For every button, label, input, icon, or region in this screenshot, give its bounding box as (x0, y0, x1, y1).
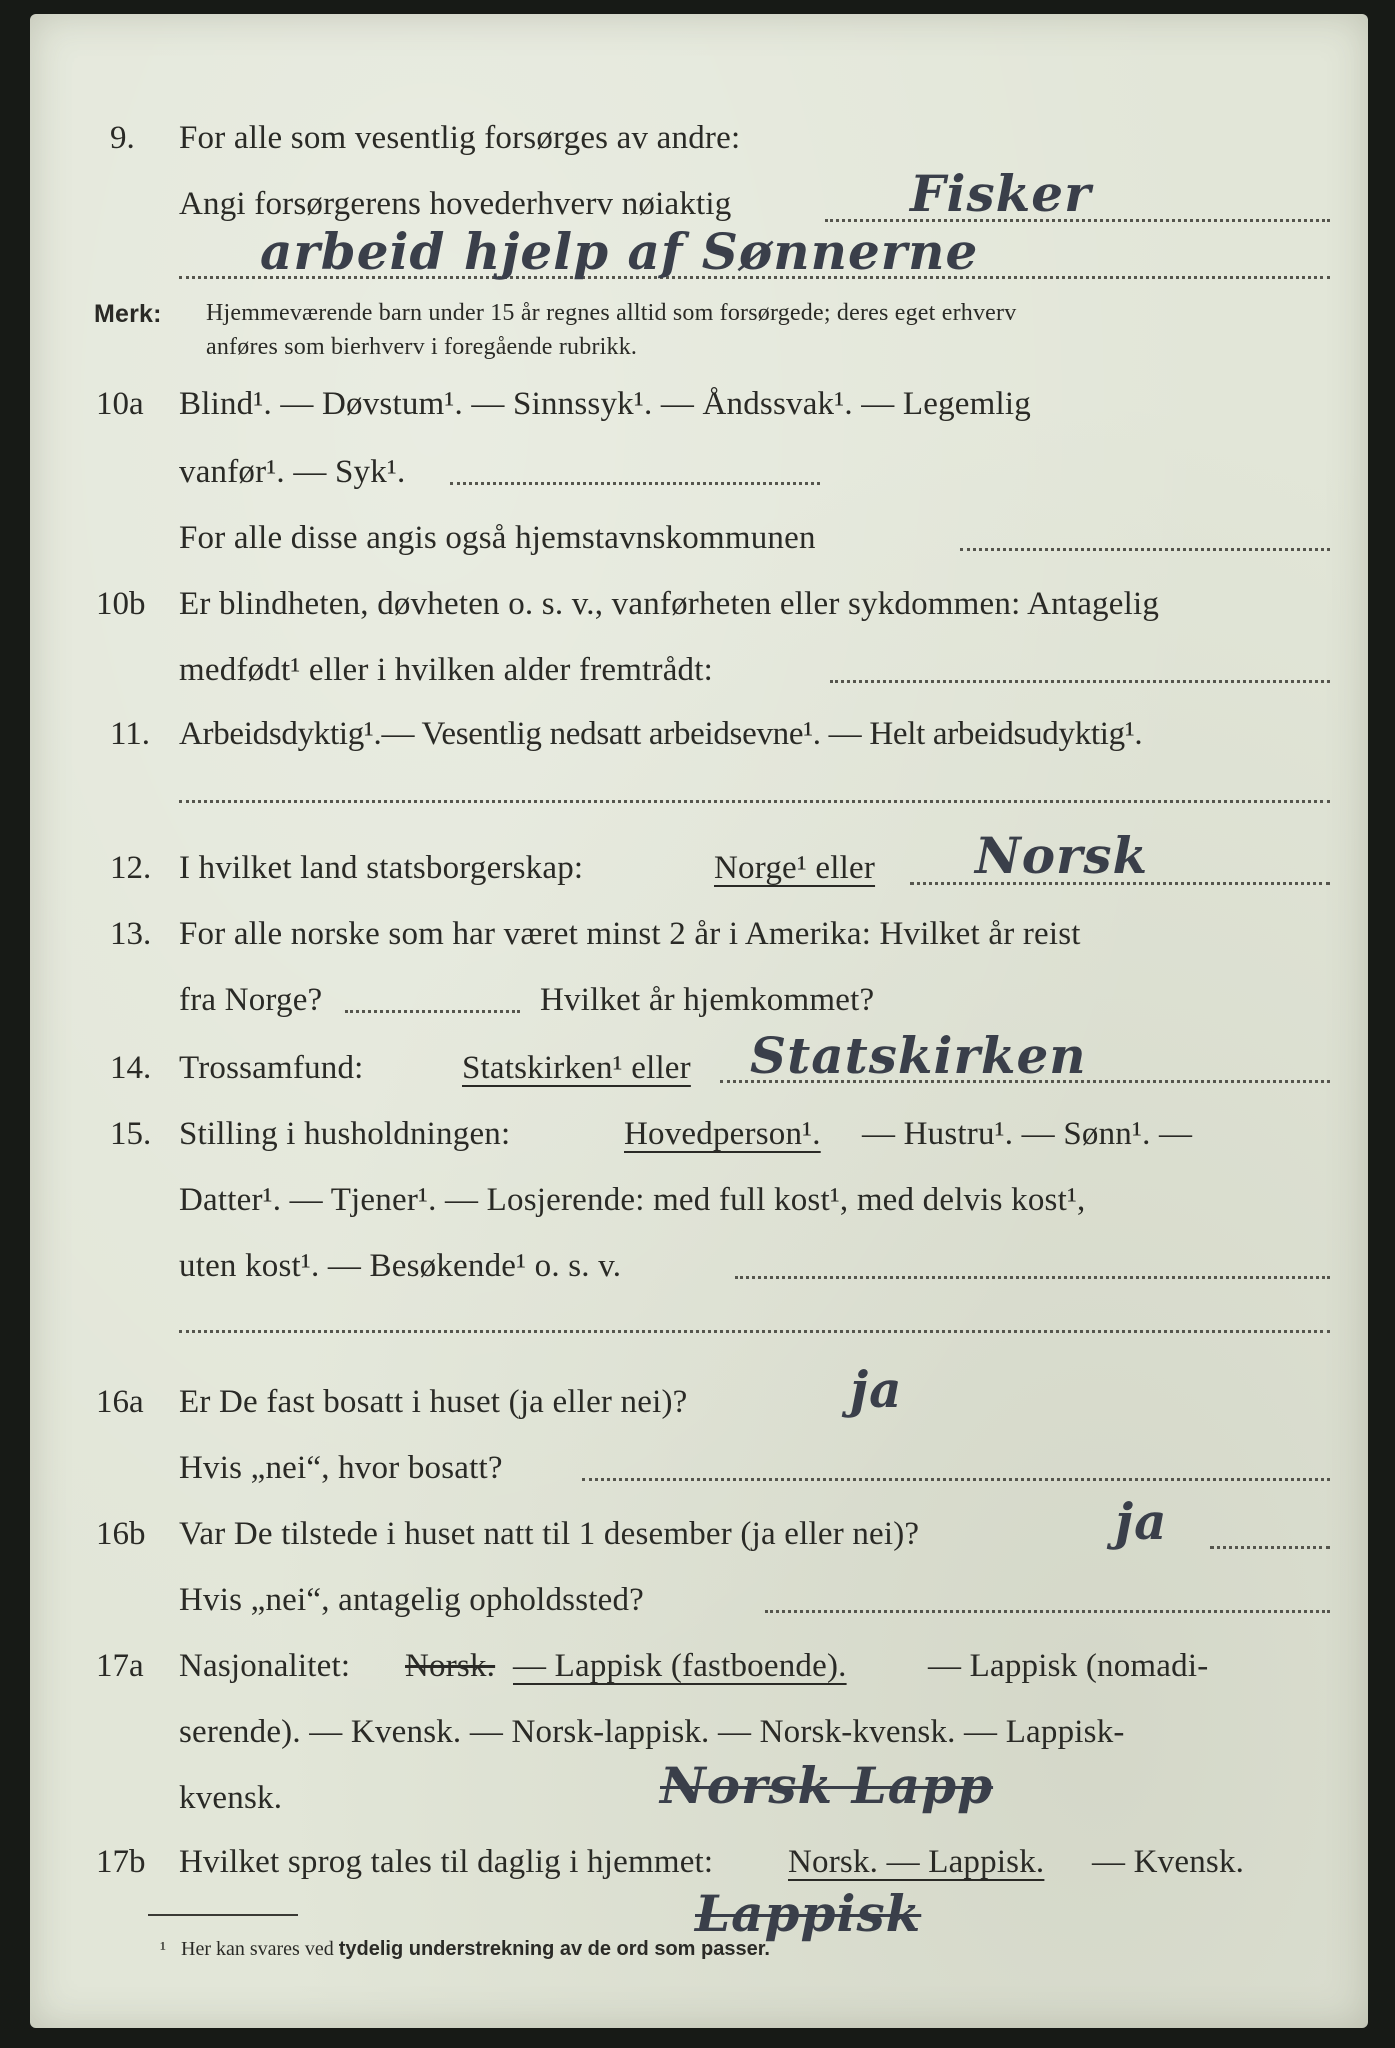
q17a-handwritten-answer: Norsk Lapp (660, 1756, 994, 1815)
q13-line2b: Hvilket år hjemkommet? (540, 982, 875, 1018)
q12-number: 12. (110, 850, 152, 886)
q10a-line1: Blind¹. — Døvstum¹. — Sinnssyk¹. — Åndssvak¹. — Legemlig (179, 386, 1031, 422)
q16b-handwritten-answer: ja (1115, 1492, 1168, 1551)
q16b-number: 16b (96, 1516, 146, 1552)
footnote-text-plain: Her kan svares ved (181, 1938, 334, 1960)
q14-underlined-choice: Statskirken¹ eller (462, 1050, 691, 1086)
q10b-dotline (830, 680, 1330, 683)
q15-line1-rest: — Hustru¹. — Sønn¹. — (862, 1116, 1193, 1152)
q10a-dotline-1 (450, 482, 820, 485)
q10b-line2: medfødt¹ eller i hvilken alder fremtrådt: (179, 652, 713, 688)
q12-handwritten-answer: Norsk (975, 826, 1149, 885)
q16b-line2: Hvis „nei“, antagelig opholdssted? (179, 1582, 645, 1618)
q17b-handwritten-answer: Lappisk (695, 1884, 922, 1943)
q16a-line2: Hvis „nei“, hvor bosatt? (179, 1450, 503, 1486)
q9-handwritten-answer-1: Fisker (910, 164, 1092, 223)
footnote-mark: ¹ (160, 1938, 166, 1960)
q16b-dotline-2 (765, 1610, 1330, 1613)
q15-underlined-choice: Hovedperson¹. (624, 1116, 821, 1152)
q17a-struck-choice: Norsk. (405, 1648, 496, 1684)
q13-line2a: fra Norge? (179, 982, 323, 1018)
q15-dotline-1 (735, 1276, 1330, 1279)
q11-line1: Arbeidsdyktig¹.— Vesentlig nedsatt arbeidsevne¹. — Helt arbeidsudyktig¹. (179, 716, 1143, 752)
q11-dotline (179, 800, 1330, 803)
q14-prefix: Trossamfund: (179, 1050, 364, 1086)
q17a-prefix: Nasjonalitet: (179, 1648, 351, 1684)
census-form-page (30, 14, 1368, 2028)
q13-number: 13. (110, 916, 152, 952)
q15-line2: Datter¹. — Tjener¹. — Losjerende: med full kost¹, med delvis kost¹, (179, 1182, 1086, 1218)
q12-underlined-choice: Norge¹ eller (714, 850, 876, 886)
footnote-separator (148, 1914, 298, 1916)
q16a-dotline (582, 1478, 1330, 1481)
q17a-line1-rest: — Lappisk (nomadi- (928, 1648, 1209, 1684)
q17a-line2: serende). — Kvensk. — Norsk-lappisk. — Norsk-kvensk. — Lappisk- (179, 1714, 1125, 1750)
q14-handwritten-answer: Statskirken (750, 1026, 1087, 1085)
q9-line2: Angi forsørgerens hovederhverv nøiaktig (179, 186, 732, 222)
q9-number: 9. (110, 120, 135, 156)
q13-dotline-1 (345, 1010, 520, 1013)
q10b-number: 10b (96, 586, 146, 622)
q14-number: 14. (110, 1050, 152, 1086)
merk-line2: anføres som bierhverv i foregående rubrikk. (206, 334, 638, 360)
q17a-underlined-choice: — Lappisk (fastboende). (513, 1648, 847, 1684)
q17b-number: 17b (96, 1844, 146, 1880)
q10a-line3: For alle disse angis også hjemstavnskommunen (179, 520, 816, 556)
q16a-handwritten-answer: ja (850, 1360, 903, 1419)
q15-prefix: Stilling i husholdningen: (179, 1116, 511, 1152)
q17a-number: 17a (96, 1648, 144, 1684)
q10b-line1: Er blindheten, døvheten o. s. v., vanførheten eller sykdommen: Antagelig (179, 586, 1160, 622)
q17b-underlined-choice: Norsk. — Lappisk. (788, 1844, 1045, 1880)
footnote-text-bold: tydelig understrekning av de ord som passer. (338, 1938, 770, 1960)
q10a-line2: vanfør¹. — Syk¹. (179, 454, 406, 490)
q12-prefix: I hvilket land statsborgerskap: (179, 850, 584, 886)
q11-number: 11. (110, 716, 151, 752)
q9-line1: For alle som vesentlig forsørges av andre: (179, 120, 741, 156)
q17b-rest: — Kvensk. (1092, 1844, 1245, 1880)
q13-line1: For alle norske som har været minst 2 år i Amerika: Hvilket år reist (179, 916, 1081, 952)
q15-dotline-2 (179, 1330, 1330, 1333)
q15-number: 15. (110, 1116, 152, 1152)
q9-handwritten-answer-2: arbeid hjelp af Sønnerne (260, 222, 979, 281)
q10a-number: 10a (96, 386, 144, 422)
q16b-line1: Var De tilstede i huset natt til 1 desember (ja eller nei)? (179, 1516, 920, 1552)
q16b-dotline-1 (1210, 1546, 1330, 1549)
q17b-prefix: Hvilket sprog tales til daglig i hjemmet: (179, 1844, 714, 1880)
merk-label: Merk: (94, 300, 162, 328)
footnote (160, 1938, 770, 1961)
q17a-line3: kvensk. (179, 1780, 283, 1816)
q15-line3: uten kost¹. — Besøkende¹ o. s. v. (179, 1248, 622, 1284)
q16a-number: 16a (96, 1384, 144, 1420)
q16a-line1: Er De fast bosatt i huset (ja eller nei)? (179, 1384, 688, 1420)
merk-line1: Hjemmeværende barn under 15 år regnes alltid som forsørgede; deres eget erhverv (206, 300, 1017, 326)
q10a-dotline-2 (960, 548, 1330, 551)
